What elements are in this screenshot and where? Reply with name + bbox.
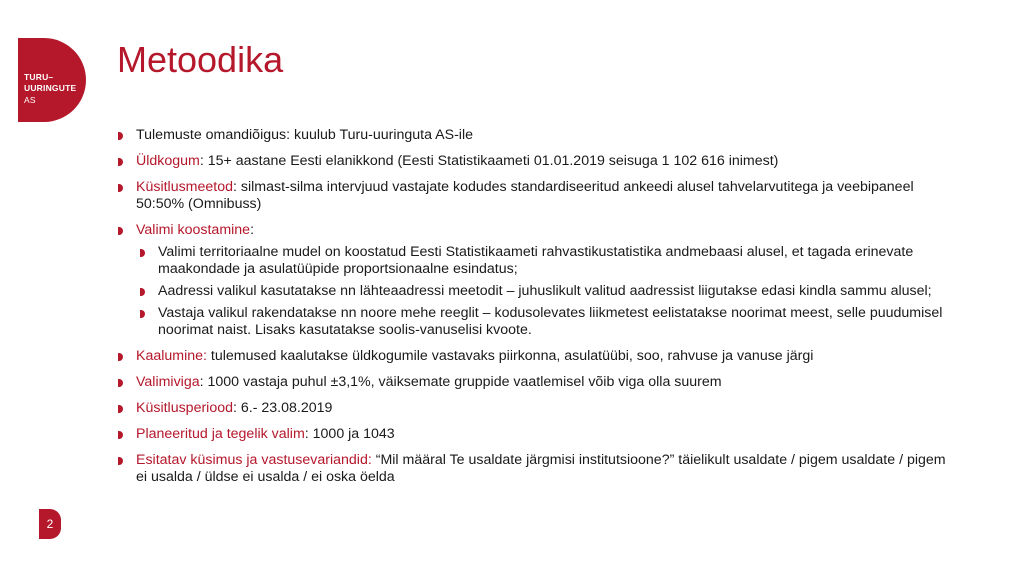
- slide-title: Metoodika: [117, 39, 284, 80]
- list-item: [118, 426, 958, 443]
- bullet-icon: [118, 379, 123, 387]
- item-label: Esitatav küsimus ja vastusevariandid:: [136, 452, 372, 468]
- list-item: [118, 452, 958, 486]
- sub-item-text: Valimi territoriaalne mudel on koostatud Eesti Statistikaameti rahvastikustatistika andmebaasi alusel, et tagada erinevate maakondade ja asulatüüpide proportsionaalne esindatus;: [158, 244, 914, 277]
- logo-text-line1: TURU–: [24, 72, 54, 82]
- item-text: : silmast-silma intervjuud vastajate kodudes standardiseeritud ankeedi alusel tahvelarvutitega ja veebipaneel 50:50% (Omnibuss): [136, 179, 914, 212]
- item-label: Küsitlusperiood: [136, 400, 234, 416]
- bullet-icon: [140, 310, 145, 318]
- logo-text-line3: AS: [24, 95, 36, 105]
- item-text: : 1000 ja 1043: [304, 426, 395, 442]
- bullet-icon: [118, 405, 123, 413]
- item-label: Planeeritud ja tegelik valim: [136, 426, 305, 442]
- list-item: [118, 153, 958, 170]
- item-label: Valimiviga: [136, 374, 200, 390]
- item-label: Valimi koostamine: [136, 222, 251, 238]
- sub-item-text: Vastaja valikul rakendatakse nn noore mehe reeglit – kodusolevates liikmetest eelistatakse noorimat meest, selle puudumisel noorimat naist. Lisaks kasutatakse soolis-vanuselisi kvoote.: [158, 305, 943, 338]
- item-text: : 6.- 23.08.2019: [233, 400, 333, 416]
- item-label: Kaalumine:: [136, 348, 207, 364]
- item-text: :: [250, 222, 255, 238]
- item-text: Tulemuste omandiõigus: kuulub Turu-uuringuta AS-ile: [136, 127, 474, 143]
- logo-text-line2: UURINGUTE: [24, 83, 77, 93]
- bullet-icon: [140, 288, 145, 296]
- bullet-icon: [118, 158, 123, 166]
- list-item: [118, 400, 958, 417]
- list-item: [118, 374, 958, 391]
- item-text: tulemused kaalutakse üldkogumile vastavaks piirkonna, asulatüübi, soo, rahvuse ja vanuse järgi: [206, 348, 814, 364]
- bullet-icon: [118, 227, 123, 235]
- list-item: [118, 348, 958, 365]
- sub-item-text: Aadressi valikul kasutatakse nn lähteaadressi meetodit – juhuslikult valitud aadressist liigutakse edasi kindla sammu alusel;: [158, 283, 932, 299]
- sub-list-item: [118, 305, 958, 339]
- list-item: [118, 127, 958, 144]
- item-text: : 15+ aastane Eesti elanikkond (Eesti Statistikaameti 01.01.2019 seisuga 1 102 616 inimest): [199, 153, 779, 169]
- item-label: Üldkogum: [136, 153, 200, 169]
- bullet-icon: [118, 457, 123, 465]
- bullet-list: [118, 127, 958, 495]
- bullet-icon: [118, 132, 123, 140]
- bullet-icon: [118, 353, 123, 361]
- list-item: [118, 179, 958, 213]
- sub-list-item: [118, 283, 958, 300]
- bullet-icon: [118, 184, 123, 192]
- bullet-icon: [118, 431, 123, 439]
- page-number: 2: [39, 509, 61, 539]
- item-text: “Mil määral Te usaldate järgmisi institutsioone?” täielikult usaldate / pigem usaldate / pigem ei usalda / üldse ei usalda / ei oska öelda: [136, 452, 946, 485]
- item-text: : 1000 vastaja puhul ±3,1%, väiksemate gruppide vaatlemisel võib viga olla suurem: [199, 374, 722, 390]
- bullet-icon: [140, 249, 145, 257]
- sub-list-item: [118, 244, 958, 278]
- company-logo: [18, 38, 86, 122]
- item-label: Küsitlusmeetod: [136, 179, 233, 195]
- list-item: [118, 222, 958, 239]
- sub-list: [118, 244, 958, 339]
